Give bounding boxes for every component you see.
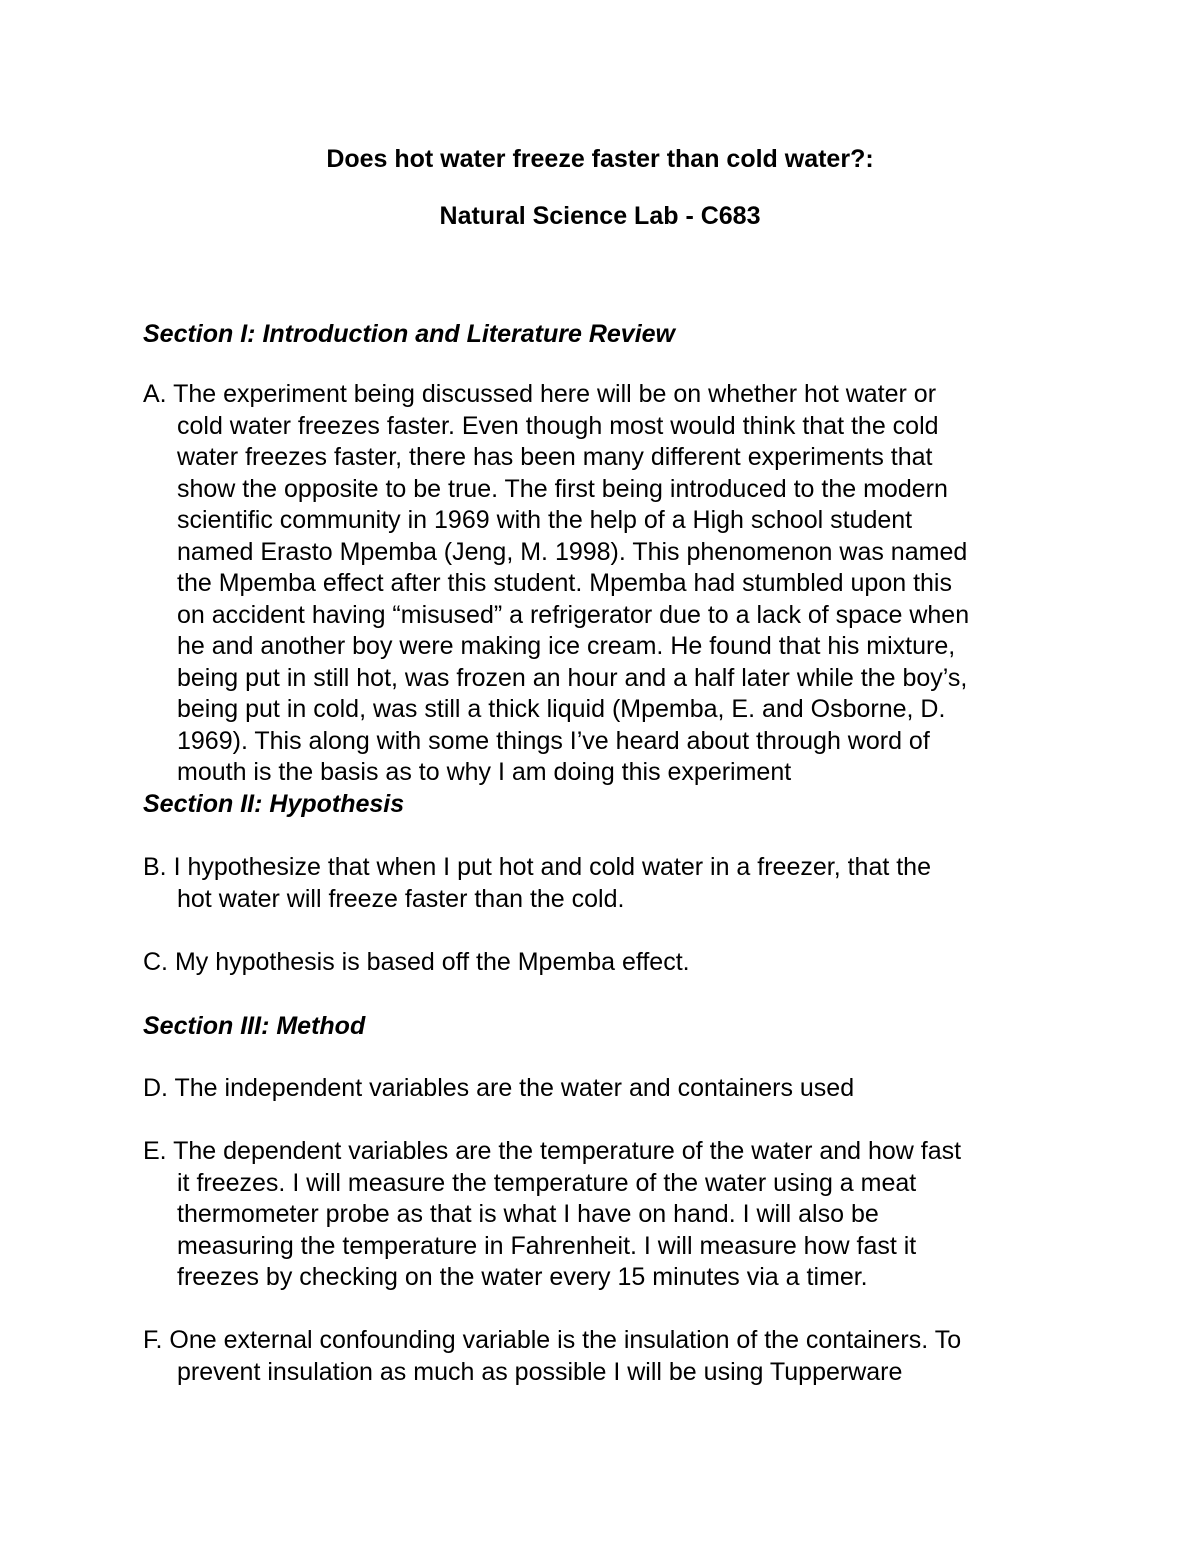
paragraph-line: thermometer probe as that is what I have on hand. I will also be [177,1200,879,1228]
paragraph-line: B. I hypothesize that when I put hot and cold water in a freezer, that the [143,853,931,881]
paragraph-line: hot water will freeze faster than the cold. [177,884,625,913]
paragraph-line: the Mpemba effect after this student. Mpemba had stumbled upon this [177,569,952,597]
paragraph-line: F. One external confounding variable is the insulation of the containers. To [143,1326,962,1354]
paragraph-line: show the opposite to be true. The first being introduced to the modern [177,474,948,503]
paragraph-line: measuring the temperature in Fahrenheit. I will measure how fast it [177,1231,917,1260]
paragraph-line: 1969). This along with some things I’ve heard about through word of [177,726,930,755]
paragraph-line: A. The experiment being discussed here will be on whether hot water or [143,380,937,408]
paragraph-line: on accident having “misused” a refrigerator due to a lack of space when [177,600,970,629]
paragraph-line: prevent insulation as much as possible I will be using Tupperware [177,1357,903,1386]
paragraph-line: being put in cold, was still a thick liquid (Mpemba, E. and Osborne, D. [177,695,946,723]
section-heading-hypothesis: Section II: Hypothesis [143,790,405,818]
document-title: Does hot water freeze faster than cold water?: [326,145,874,173]
paragraph-line: C. My hypothesis is based off the Mpemba effect. [143,948,690,976]
document-subtitle: Natural Science Lab - C683 [439,202,761,230]
paragraph-line: mouth is the basis as to why I am doing this experiment [177,758,792,786]
paragraph-line: D. The independent variables are the water and containers used [143,1074,855,1102]
paragraph-line: E. The dependent variables are the temperature of the water and how fast [143,1137,962,1165]
list-item-e [143,1136,1063,1294]
list-item-f [143,1325,1063,1388]
paragraph-line: being put in still hot, was frozen an hour and a half later while the boy’s, [177,663,968,692]
section-heading-introduction: Section I: Introduction and Literature Review [143,320,676,348]
list-item-a [143,379,1063,789]
paragraph-line: cold water freezes faster. Even though most would think that the cold [177,411,939,440]
list-item-c [143,947,1063,979]
paragraph-line: scientific community in 1969 with the help of a High school student [177,506,913,534]
paragraph-line: named Erasto Mpemba (Jeng, M. 1998). This phenomenon was named [177,537,968,566]
paragraph-line: he and another boy were making ice cream. He found that his mixture, [177,632,956,660]
paragraph-line: water freezes faster, there has been many different experiments that [177,443,933,471]
paragraph-line: freezes by checking on the water every 15 minutes via a timer. [177,1263,868,1291]
list-item-b [143,852,1063,915]
paragraph-line: it freezes. I will measure the temperature of the water using a meat [177,1168,917,1197]
section-heading-method: Section III: Method [143,1012,366,1040]
list-item-d [143,1073,1063,1105]
